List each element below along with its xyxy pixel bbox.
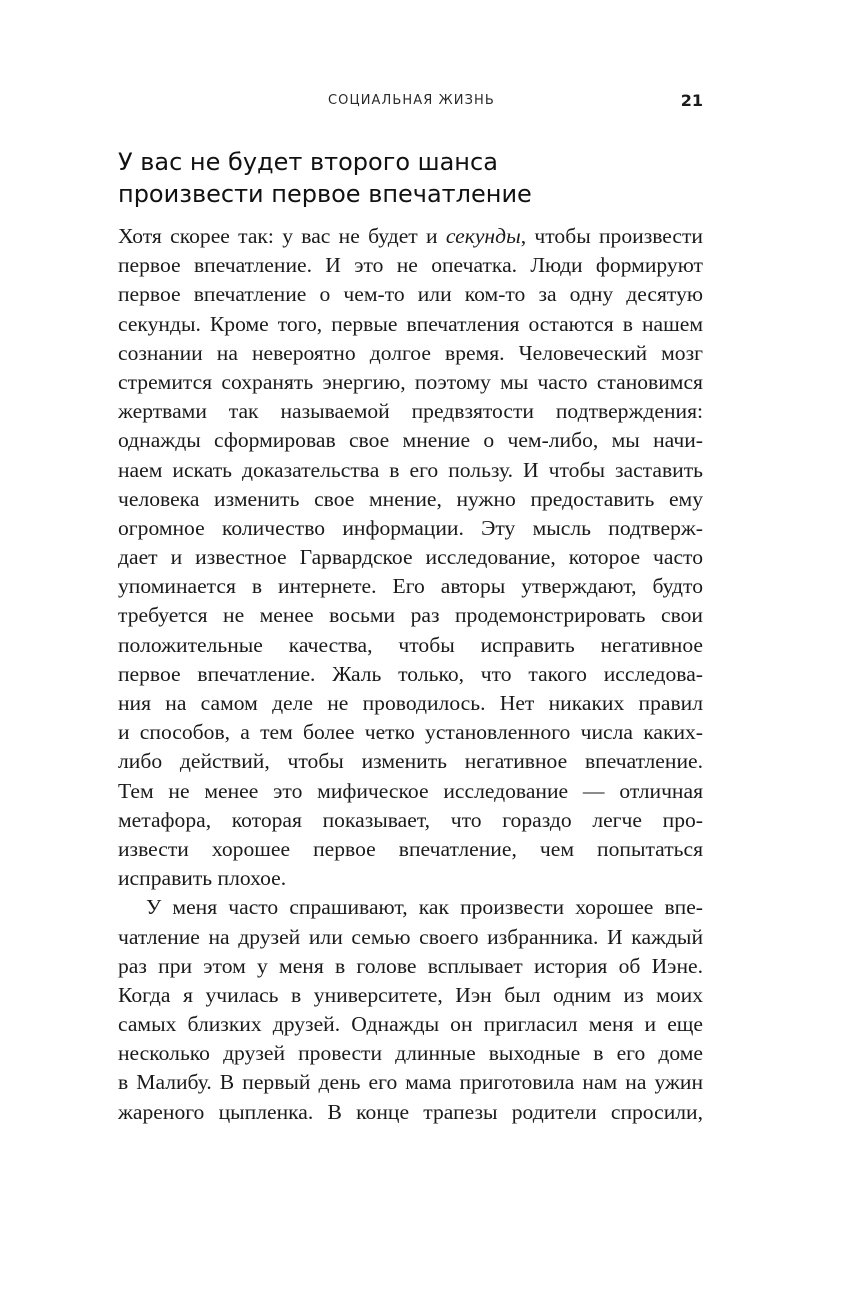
text-line: первое впечатление о чем-то или ком-то за одну десятую [118,282,703,307]
text-line: самых близких друзей. Однажды он пригласил меня и еще [118,1012,703,1037]
page-number: 21 [680,91,703,110]
section-title [118,146,718,210]
text-line: человека изменить свое мнение, нужно предоставить ему [118,486,703,511]
text-line: Тем не менее это мифическое исследование — отличная [118,778,703,803]
text-line: У меня часто спрашивают, как произвести хорошее впе- [146,895,703,920]
text-line: раз при этом у меня в голове всплывает история об Иэне. [118,953,703,978]
text-line: положительные качества, чтобы исправить негативное [118,632,703,657]
text-line: несколько друзей провести длинные выходные в его доме [118,1041,703,1066]
text-line: огромное количество информации. Эту мысль подтверж- [118,515,703,540]
text-line: наем искать доказательства в его пользу. И чтобы заставить [118,457,703,482]
emphasis: секунды [445,224,521,248]
text-line: стремится сохранять энергию, поэтому мы часто становимся [118,369,703,394]
text-line: первое впечатление. И это не опечатка. Люди формируют [118,253,703,278]
text-line: извести хорошее первое впечатление, чем попытаться [118,836,703,861]
section-title-line: произвести первое впечатление [118,180,532,208]
body-text [118,222,703,1127]
text-line: упоминается в интернете. Его авторы утверждают, будто [118,574,703,599]
running-header [0,93,862,113]
text-line: в Малибу. В первый день его мама приготовила нам на ужин [118,1070,703,1095]
paragraph-2 [118,893,703,1127]
text-line: однажды сформировав свое мнение о чем-либо, мы начи- [118,428,703,453]
text-line: дает и известное Гарвардское исследование, которое часто [118,545,703,570]
text-line: исправить плохое. [118,866,287,891]
text-line: секунды. Кроме того, первые впечатления остаются в нашем [118,311,703,336]
text-line: метафора, которая показывает, что гораздо легче про- [118,807,703,832]
text-line: жареного цыпленка. В конце трапезы родители спросили, [118,1099,703,1124]
running-title: СОЦИАЛЬНАЯ ЖИЗНЬ [328,93,495,108]
text-line: требуется не менее восьми раз продемонстрировать свои [118,603,703,628]
text-line: ния на самом деле не проводилось. Нет никаких правил [118,691,703,715]
text-line: Когда я училась в университете, Иэн был одним из моих [118,982,703,1007]
text-line: либо действий, чтобы изменить негативное впечатление. [118,749,703,774]
section-title-line: У вас не будет второго шанса [118,148,498,176]
text-line: сознании на невероятно долгое время. Человеческий мозг [118,340,703,365]
text-line: и способов, а тем более четко установленного числа каких- [118,720,703,745]
text-line: Хотя скорее так: у вас не будет и секунды, чтобы произвести [118,224,703,248]
text-line: жертвами так называемой предвзятости подтверждения: [118,399,703,424]
text-line: первое впечатление. Жаль только, что такого исследова- [118,661,703,686]
paragraph-1 [118,222,703,893]
text-line: чатление на друзей или семью своего избранника. И каждый [118,924,703,949]
